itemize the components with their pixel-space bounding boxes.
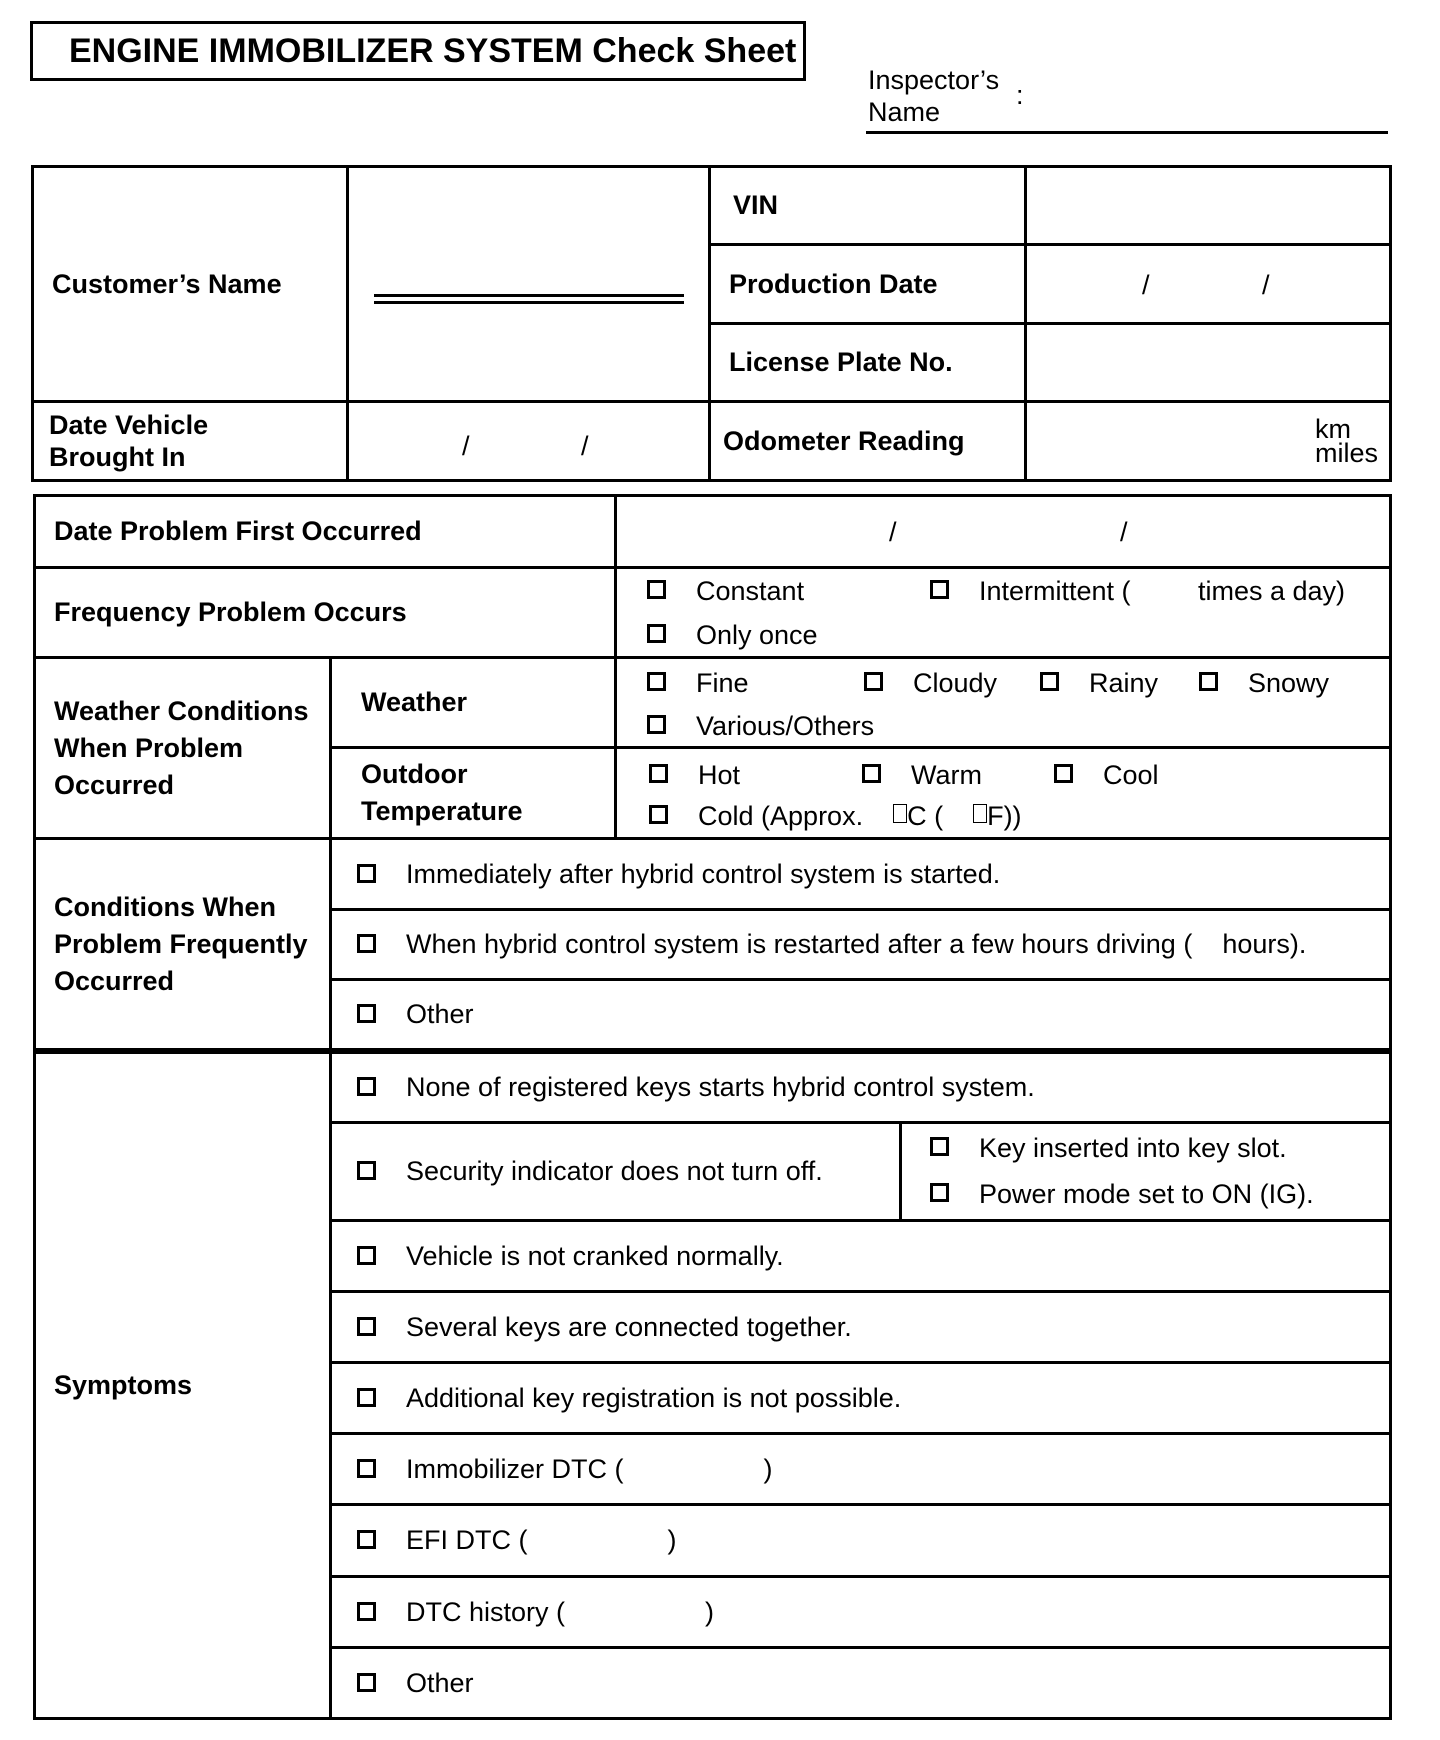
symptom-row: EFI DTC ( ) <box>331 1505 1391 1577</box>
condition-row: Other <box>331 980 1391 1050</box>
odometer-field[interactable] <box>1026 402 1391 481</box>
license-plate-field[interactable] <box>1026 324 1391 402</box>
date-first-occurred-field[interactable]: / / <box>616 496 1391 568</box>
intermittent-checkbox[interactable] <box>930 580 949 599</box>
security-indicator-checkbox[interactable] <box>357 1161 376 1180</box>
production-date-field[interactable]: / / <box>1026 245 1391 324</box>
symptom-row: Other <box>331 1648 1391 1719</box>
customer-name-label: Customer’s Name <box>33 167 348 402</box>
symptom-row: Security indicator does not turn off. <box>331 1123 901 1221</box>
degree-f-box <box>973 804 987 823</box>
vehicle-info-table <box>31 165 1392 482</box>
outdoor-temperature-label: Outdoor Temperature <box>331 748 616 839</box>
odometer-label: Odometer Reading <box>710 402 1026 481</box>
weather-options: Fine Cloudy Rainy Snowy Various/Others <box>616 658 1391 748</box>
not-cranked-checkbox[interactable] <box>357 1246 376 1265</box>
km-unit[interactable]: km <box>1315 414 1351 444</box>
dtc-history-checkbox[interactable] <box>357 1602 376 1621</box>
symptom-row: Additional key registration is not possible. <box>331 1363 1391 1434</box>
only-once-checkbox[interactable] <box>647 624 666 643</box>
fine-checkbox[interactable] <box>647 672 666 691</box>
key-inserted-checkbox[interactable] <box>930 1137 949 1156</box>
warm-checkbox[interactable] <box>862 764 881 783</box>
condition-restarted-checkbox[interactable] <box>357 934 376 953</box>
production-date-label: Production Date <box>710 245 1026 324</box>
condition-row: When hybrid control system is restarted after a few hours driving ( hours). <box>331 910 1391 980</box>
efi-dtc-checkbox[interactable] <box>357 1530 376 1549</box>
weather-label: Weather <box>331 658 616 748</box>
inspector-name-field[interactable] <box>866 131 1388 134</box>
page-title: ENGINE IMMOBILIZER SYSTEM Check Sheet <box>30 21 806 81</box>
degree-c-box <box>893 804 907 823</box>
security-indicator-options: Key inserted into key slot. Power mode set to ON (IG). <box>901 1123 1391 1221</box>
customer-name-field[interactable] <box>348 167 710 402</box>
frequency-options: Constant Intermittent ( times a day) Only once <box>616 568 1391 658</box>
condition-started-checkbox[interactable] <box>357 864 376 883</box>
miles-unit[interactable]: miles <box>1315 438 1379 468</box>
symptom-row: Several keys are connected together. <box>331 1292 1391 1363</box>
date-brought-in-label: Date Vehicle Brought In <box>33 402 348 481</box>
cool-checkbox[interactable] <box>1054 764 1073 783</box>
immobilizer-dtc-checkbox[interactable] <box>357 1459 376 1478</box>
inspector-colon: : <box>1016 80 1024 110</box>
symptom-other-checkbox[interactable] <box>357 1673 376 1692</box>
hot-checkbox[interactable] <box>649 764 668 783</box>
symptom-row: Immobilizer DTC ( ) <box>331 1434 1391 1505</box>
none-start-checkbox[interactable] <box>357 1077 376 1096</box>
inspector-name-label: Inspector’s Name <box>868 65 1000 127</box>
additional-key-checkbox[interactable] <box>357 1388 376 1407</box>
condition-other-checkbox[interactable] <box>357 1004 376 1023</box>
power-mode-checkbox[interactable] <box>930 1183 949 1202</box>
symptoms-label: Symptoms <box>35 1053 331 1719</box>
condition-row: Immediately after hybrid control system is started. <box>331 839 1391 910</box>
cold-checkbox[interactable] <box>649 805 668 824</box>
constant-checkbox[interactable] <box>647 580 666 599</box>
license-plate-label: License Plate No. <box>710 324 1026 402</box>
temperature-options: Hot Warm Cool Cold (Approx. C ( F)) <box>616 748 1391 839</box>
symptoms-table <box>33 1051 1392 1720</box>
cloudy-checkbox[interactable] <box>864 672 883 691</box>
problem-info-table <box>33 494 1392 1051</box>
symptom-row: Vehicle is not cranked normally. <box>331 1221 1391 1292</box>
conditions-label: Conditions When Problem Frequently Occurred <box>35 839 331 1050</box>
snowy-checkbox[interactable] <box>1199 672 1218 691</box>
symptom-row: None of registered keys starts hybrid control system. <box>331 1053 1391 1123</box>
frequency-label: Frequency Problem Occurs <box>35 568 616 658</box>
vin-field[interactable] <box>1026 167 1391 245</box>
rainy-checkbox[interactable] <box>1040 672 1059 691</box>
several-keys-checkbox[interactable] <box>357 1317 376 1336</box>
weather-conditions-label: Weather Conditions When Problem Occurred <box>35 658 331 839</box>
vin-label: VIN <box>710 167 1026 245</box>
date-first-occurred-label: Date Problem First Occurred <box>35 496 616 568</box>
various-checkbox[interactable] <box>647 715 666 734</box>
date-brought-in-field[interactable]: / / <box>348 402 710 481</box>
symptom-row: DTC history ( ) <box>331 1577 1391 1648</box>
